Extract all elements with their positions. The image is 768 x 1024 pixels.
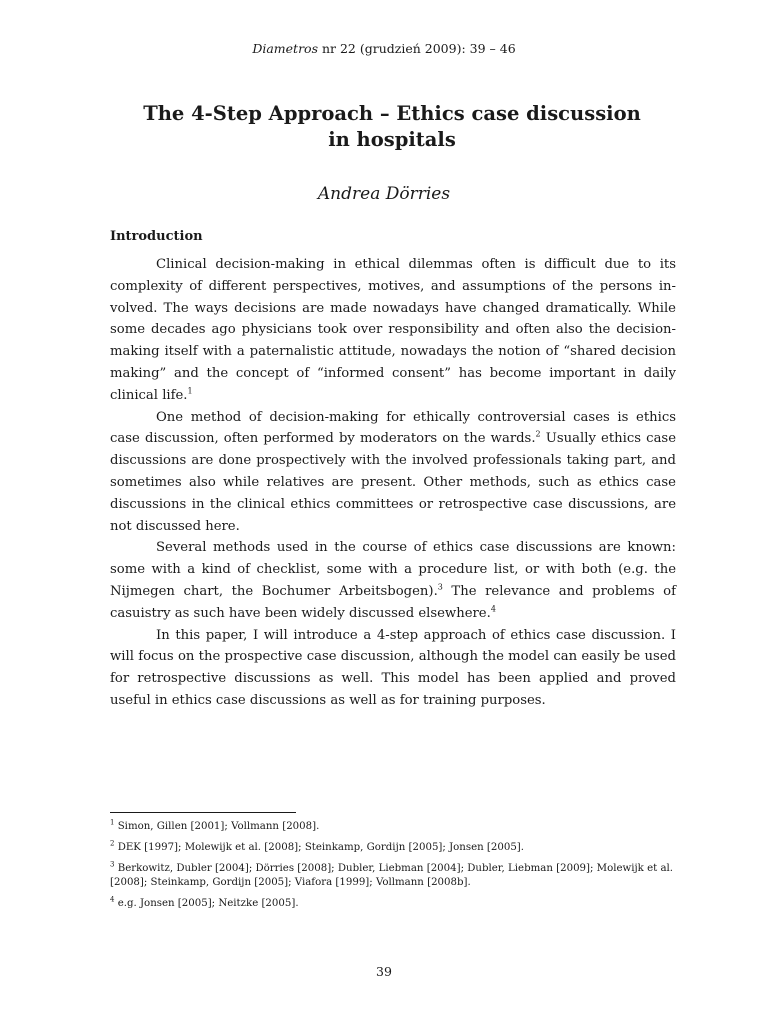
footnote-text: Simon, Gillen [2001]; Vollmann [2008]. <box>114 821 320 832</box>
paragraph-text: Clinical decision-making in ethical dilemmas often is difficult due to its complexity of different perspectives, motives, and assumptions of the persons involved. The ways decisions are made nowadays have changed dramatically. While some decades ago physicians took over responsibility and often also the decision-making itself with a paternalistic attitude, nowadays the notion of “shared decision making” and the concept of “informed consent” has become important in daily clinical life. <box>110 257 676 403</box>
running-header <box>0 41 768 57</box>
footnote-ref[interactable]: 3 <box>437 582 443 592</box>
footnote-text: e.g. Jonsen [2005]; Neitzke [2005]. <box>114 898 299 909</box>
footnote <box>110 897 676 911</box>
journal-citation: nr 22 (grudzień 2009): 39 – 46 <box>318 41 516 56</box>
section-heading: Introduction <box>110 229 203 244</box>
paragraph <box>110 625 676 712</box>
paragraph-text: Several methods used in the course of ethics case discussions are known: some with a kind of checklist, some with a procedure list, or with both (e.g. the Nijmegen chart, the Bochumer Arbeitsbogen). <box>110 540 676 599</box>
title-line-1: The 4-Step Approach – Ethics case discussion <box>143 102 641 125</box>
footnote-ref[interactable]: 4 <box>490 604 496 614</box>
paragraph <box>110 254 676 407</box>
journal-name: Diametros <box>252 41 318 56</box>
paragraph-text: One method of decision-making for ethically controversial cases is ethics case discussion, often performed by moderators on the wards. <box>110 409 676 447</box>
footnote-number: 1 <box>110 818 115 827</box>
paragraph <box>110 537 676 624</box>
footnote-divider <box>110 812 296 813</box>
article-title <box>100 101 684 153</box>
footnote <box>110 841 676 855</box>
footnote-text: Berkowitz, Dubler [2004]; Dörries [2008]; Dubler, Liebman [2004]; Dubler, Liebman [2009]; Molewijk et al. [2008]; Steinkamp, Gordijn [2005]; Viafora [1999]; Vollmann [2008b]. <box>110 863 674 888</box>
footnote-ref[interactable]: 2 <box>535 429 541 439</box>
footnote-number: 3 <box>110 860 115 869</box>
footnote <box>110 862 676 890</box>
paragraph-text-tail: The relevance and problems of casuistry as such have been widely discussed elsewhere. <box>110 583 676 621</box>
footnote <box>110 820 676 834</box>
author-name: Andrea Dörries <box>317 184 451 204</box>
footnote-number: 2 <box>110 839 115 848</box>
page-number: 39 <box>376 964 392 979</box>
paragraph-text-tail: Usually ethics case discussions are done prospectively with the involved professionals taking part, and sometimes also while relatives are present. Other methods, such as ethics case discussions in the clinical ethics committees or retrospective case discussions, are not discussed here. <box>110 431 676 534</box>
paragraph <box>110 407 676 538</box>
footnote-text: DEK [1997]; Molewijk et al. [2008]; Steinkamp, Gordijn [2005]; Jonsen [2005]. <box>114 842 525 853</box>
title-line-2: in hospitals <box>328 128 456 151</box>
body-text <box>110 254 676 712</box>
footnote-ref[interactable]: 1 <box>187 386 193 396</box>
footnotes <box>110 820 676 918</box>
footnote-number: 4 <box>110 895 115 904</box>
paragraph-text: In this paper, I will introduce a 4-step approach of ethics case discussion. I will focus on the prospective case discussion, although the model can easily be used for retrospective discussions as well. This model has been applied and proved useful in ethics case discussions as well as for training purposes. <box>110 627 676 708</box>
